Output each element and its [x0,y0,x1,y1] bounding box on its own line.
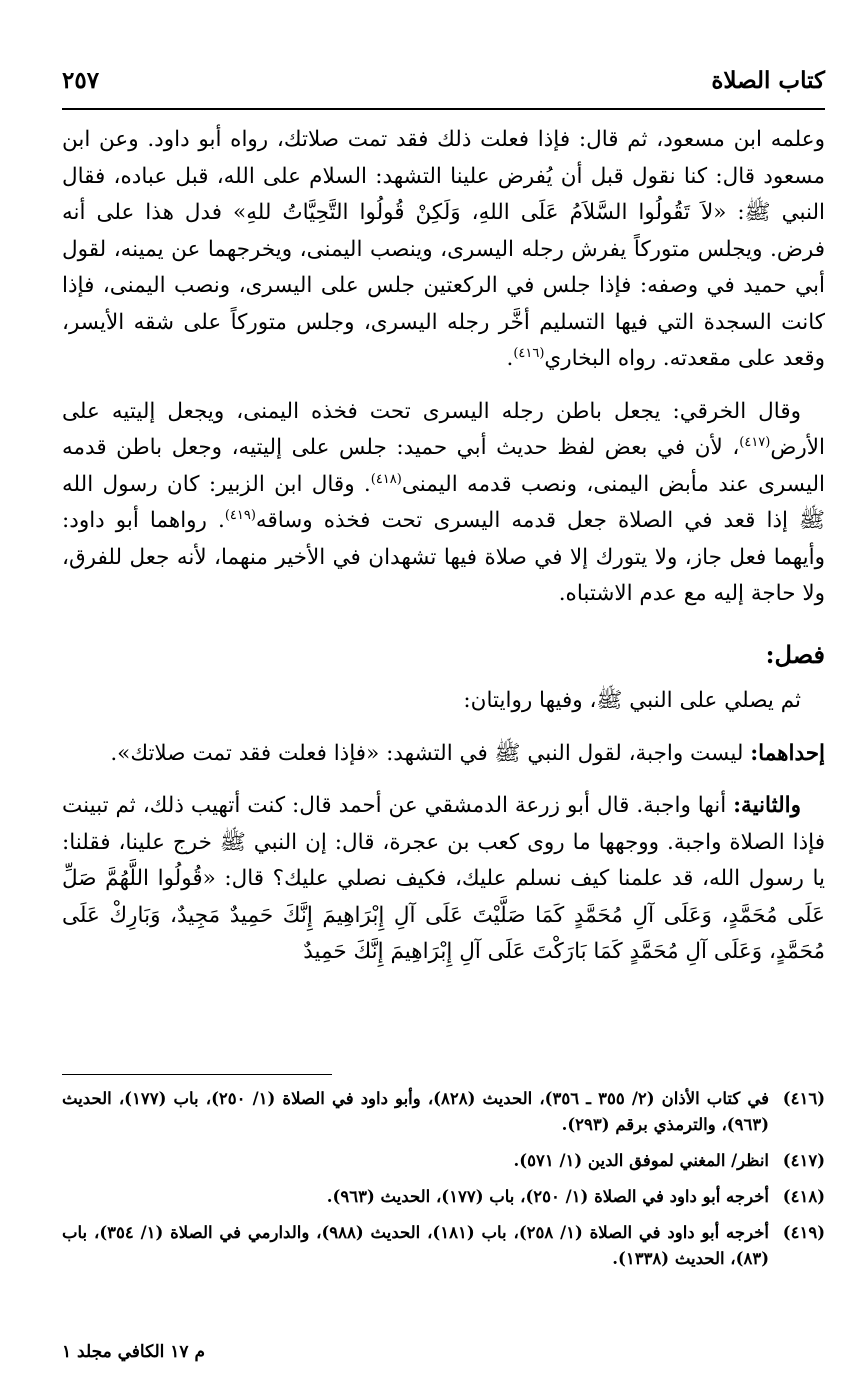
printer-signature: م ١٧ الكافي مجلد ١ [62,1342,206,1362]
paragraph-2: وقال الخرقي: يجعل باطن رجله اليسرى تحت فخذه اليمنى، ويجعل إليتيه على الأرض$^{(٤١٧)}$، لأن في بعض لفظ حديث أبي حميد: جلس على إليتيه، وجعل باطن قدمه اليسرى عند مأبض اليمنى، ونصب قدمه اليمنى$^{(٤١٨)}$. وقال ابن الزبير: كان رسول الله ﷺ إذا قعد في الصلاة جعل قدمه اليسرى تحت فخذه وساقه$^{(٤١٩)}$. رواهما أبو داود: وأيهما فعل جاز، ولا يتورك إلا في صلاة فيها تشهدان في الأخير منهما، لأنه جعل للفرق، ولا حاجة إليه مع عدم الاشتباه. [62,398,825,606]
footnote-number: (٤١٩) [782,1223,825,1242]
paragraph-5-lead: والثانية: [733,793,801,818]
footnote-ref-417[interactable]: (٤١٧) [739,434,771,450]
footnote-number: (٤١٨) [782,1187,825,1206]
main-text [62,122,825,987]
footnote-ref-416[interactable]: (٤١٦) [513,345,545,361]
header-rule [62,108,825,110]
paragraph-3: ثم يصلي على النبي ﷺ، وفيها روايتان: [463,688,801,713]
footnote-ref-418[interactable]: (٤١٨) [370,471,402,487]
paragraph-4-lead: إحداهما: [750,740,825,766]
section-heading: فصل: [765,639,825,669]
footnotes [62,1086,825,1282]
footnote-419 [62,1220,825,1272]
footnote-number: (٤١٦) [782,1089,825,1108]
footnote-text: في كتاب الأذان (٢/ ٣٥٥ ـ ٣٥٦)، الحديث (٨٢٨)، وأبو داود في الصلاة (١/ ٢٥٠)، باب (١٧٧)، الحديث (٩٦٣)، والترمذي برقم (٢٩٣). [62,1089,769,1134]
footnote-rule [62,1074,332,1075]
footnote-418 [62,1184,825,1210]
paragraph-1: وعلمه ابن مسعود، ثم قال: فإذا فعلت ذلك فقد تمت صلاتك، رواه أبو داود. وعن ابن مسعود قال: كنا نقول قبل أن يُفرض علينا التشهد: السلام على الله، قبل عباده، فقال النبي ﷺ: «لاَ تَقُولُوا السَّلاَمُ عَلَى اللهِ، وَلَكِنْ قُولُوا التَّحِيَّاتُ للهِ» فدل هذا على أنه فرض. ويجلس متوركاً يفرش رجله اليسرى، وينصب اليمنى، ويخرجهما عن يمينه، لقول أبي حميد في وصفه: فإذا جلس في الركعتين جلس على اليسرى، ونصب اليمنى، فإذا كانت السجدة التي فيها التسليم أخَّر رجله اليسرى، وجلس متوركاً على شقه الأيسر، وقعد على مقعدته. رواه البخاري$^{(٤١٦)}$. [62,127,825,371]
page-header [62,58,825,94]
footnote-ref-419[interactable]: (٤١٩) [224,507,256,523]
footnote-416 [62,1086,825,1138]
footnote-417 [62,1148,825,1174]
footnote-text: أخرجه أبو داود في الصلاة (١/ ٢٥٠)، باب (١٧٧)، الحديث (٩٦٣). [326,1187,769,1206]
paragraph-5: والثانية: أنها واجبة. قال أبو زرعة الدمشقي عن أحمد قال: كنت أتهيب ذلك، ثم تبينت فإذا الصلاة واجبة. ووجهها ما روى كعب بن عجرة، قال: إن النبي ﷺ خرج علينا، فقلنا: يا رسول الله، قد علمنا كيف نسلم عليك، فكيف نصلي عليك؟ قال: «قُولُوا اللَّهُمَّ صَلِّ عَلَى مُحَمَّدٍ، وَعَلَى آلِ مُحَمَّدٍ كَمَا صَلَّيْتَ عَلَى آلِ إِبْرَاهِيمَ إِنَّكَ حَمِيدٌ مَجِيدٌ، وَبَارِكْ عَلَى مُحَمَّدٍ، وَعَلَى آلِ مُحَمَّدٍ كَمَا بَارَكْتَ عَلَى آلِ إِبْرَاهِيمَ إِنَّكَ حَمِيدٌ [62,793,825,964]
footnote-text: انظر/ المغني لموفق الدين (١/ ٥٧١). [513,1151,769,1170]
running-title: كتاب الصلاة [711,67,825,94]
footnote-text: أخرجه أبو داود في الصلاة (١/ ٢٥٨)، باب (١٨١)، الحديث (٩٨٨)، والدارمي في الصلاة (١/ ٣٥٤)، باب (٨٣)، الحديث (١٣٣٨). [62,1223,769,1268]
paragraph-4: إحداهما: ليست واجبة، لقول النبي ﷺ في التشهد: «فإذا فعلت فقد تمت صلاتك». [110,740,825,766]
footnote-number: (٤١٧) [782,1151,825,1170]
page-number: ٢٥٧ [62,67,100,94]
